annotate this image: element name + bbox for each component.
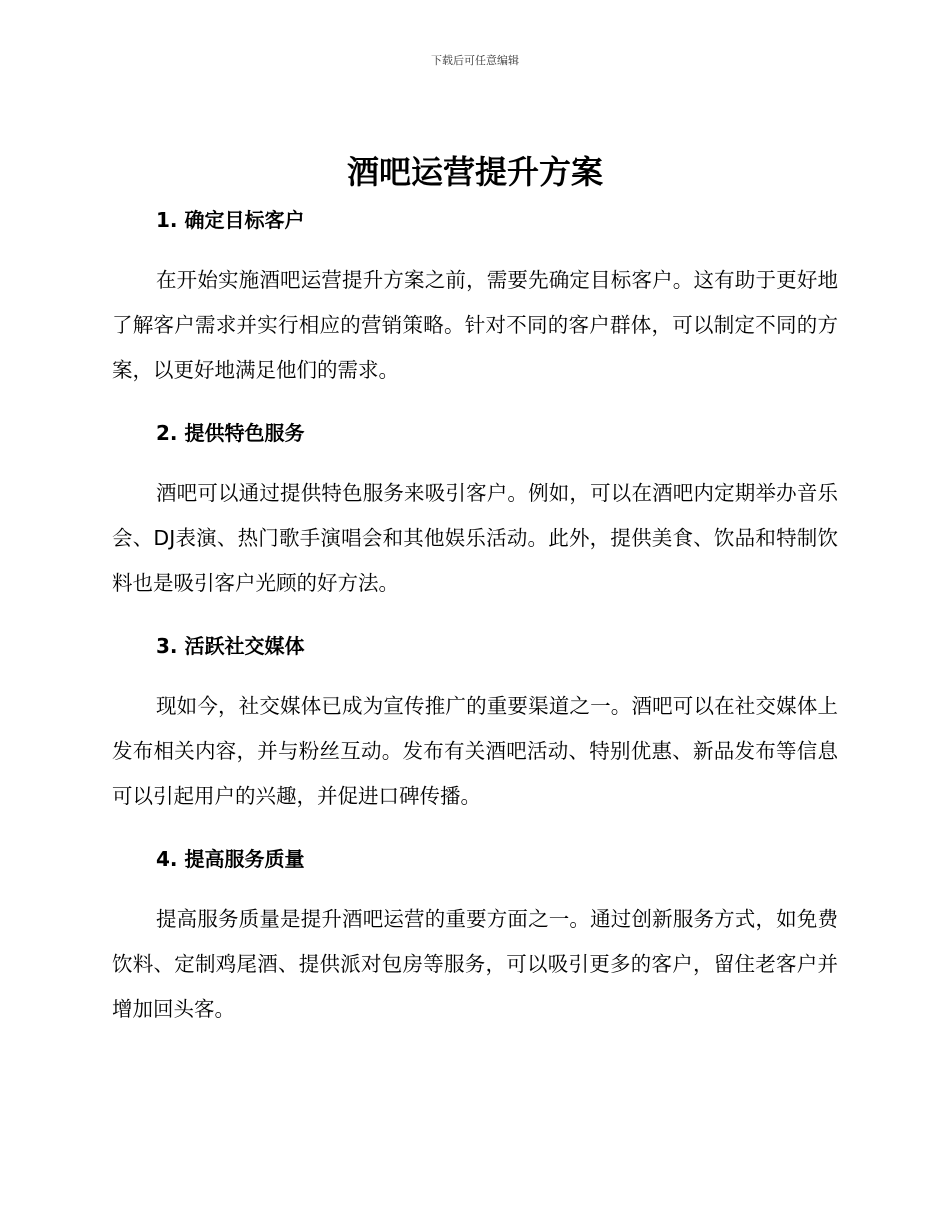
section-paragraph: 在开始实施酒吧运营提升方案之前，需要先确定目标客户。这有助于更好地了解客户需求并实行相应的营销策略。针对不同的客户群体，可以制定不同的方案，以更好地满足他们的需求。 xyxy=(112,268,838,382)
section-heading: 2. 提供特色服务 xyxy=(156,421,305,445)
section-heading: 4. 提高服务质量 xyxy=(156,847,305,871)
document-title: 酒吧运营提升方案 xyxy=(346,153,603,191)
section-special-services xyxy=(112,415,838,606)
section-target-customers xyxy=(112,202,838,393)
section-heading: 1. 确定目标客户 xyxy=(156,208,305,232)
page-header-note: 下载后可任意编辑 xyxy=(431,54,519,67)
section-heading: 3. 活跃社交媒体 xyxy=(156,634,305,658)
section-paragraph: 现如今，社交媒体已成为宣传推广的重要渠道之一。酒吧可以在社交媒体上发布相关内容，并与粉丝互动。发布有关酒吧活动、特别优惠、新品发布等信息可以引起用户的兴趣，并促进口碑传播。 xyxy=(112,694,838,808)
section-service-quality xyxy=(112,841,838,1032)
section-social-media xyxy=(112,628,838,819)
section-paragraph: 酒吧可以通过提供特色服务来吸引客户。例如，可以在酒吧内定期举办音乐会、DJ表演、热门歌手演唱会和其他娱乐活动。此外，提供美食、饮品和特制饮料也是吸引客户光顾的好方法。 xyxy=(112,481,838,595)
section-paragraph: 提高服务质量是提升酒吧运营的重要方面之一。通过创新服务方式，如免费饮料、定制鸡尾酒、提供派对包房等服务，可以吸引更多的客户，留住老客户并增加回头客。 xyxy=(112,907,838,1021)
document-body xyxy=(112,202,838,1054)
